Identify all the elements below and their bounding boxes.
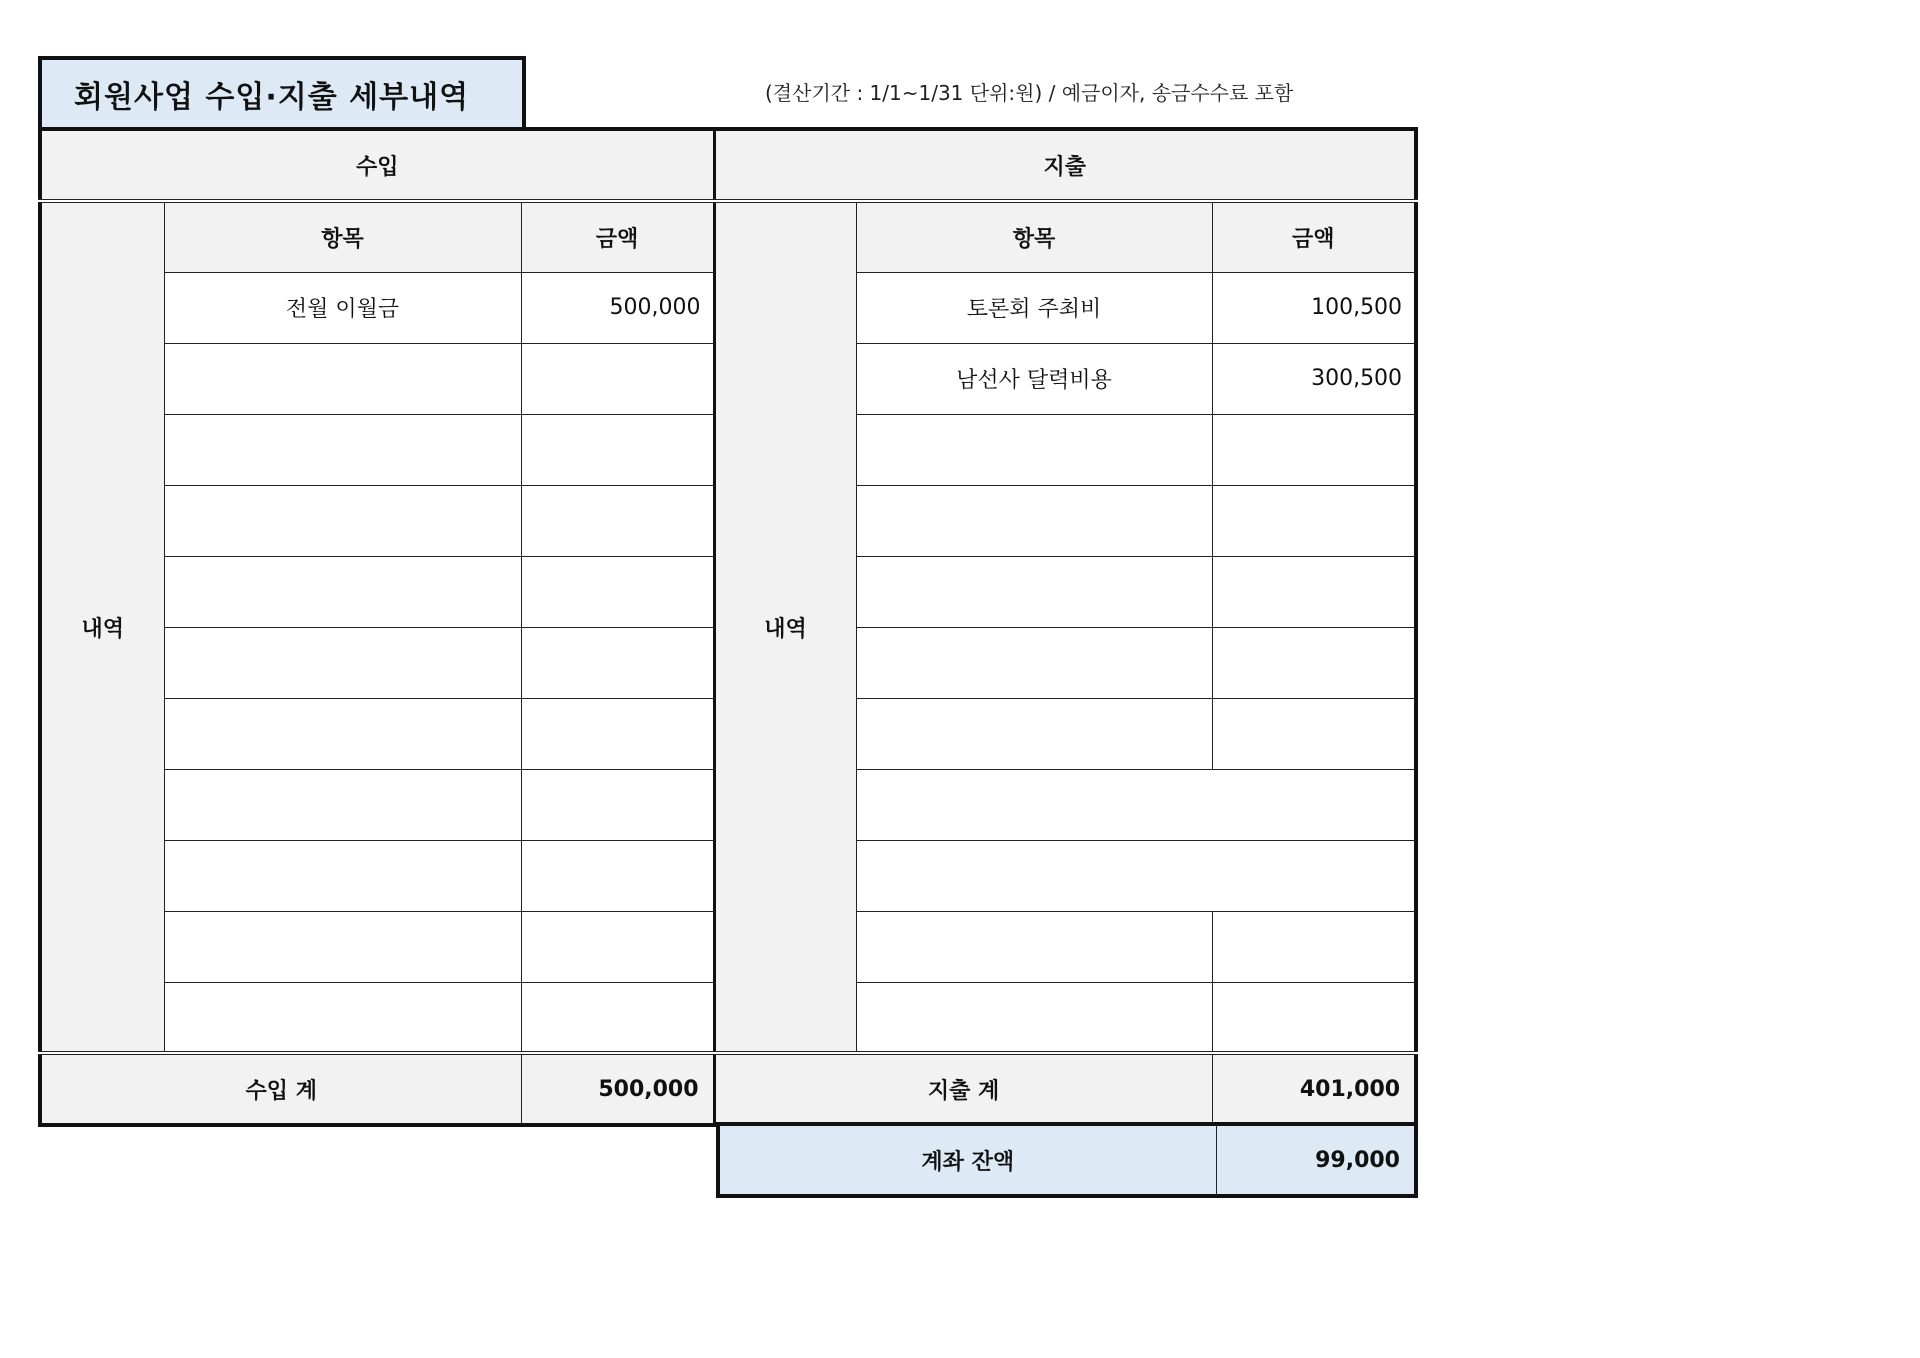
expense-item [856, 485, 1212, 556]
income-col-amount: 금액 [521, 201, 714, 272]
income-header: 수입 [40, 129, 714, 201]
income-side-label: 내역 [40, 201, 164, 1053]
expense-col-item: 항목 [856, 201, 1212, 272]
expense-merged-cell [856, 769, 1416, 840]
income-amount [521, 769, 714, 840]
income-item: 전월 이월금 [164, 272, 521, 343]
balance-table [716, 1122, 1418, 1198]
income-item [164, 414, 521, 485]
income-item [164, 769, 521, 840]
expense-amount [1212, 911, 1416, 982]
period-note: (결산기간 : 1/1~1/31 단위:원) / 예금이자, 송금수수료 포함 [765, 81, 1294, 105]
income-total-amount: 500,000 [521, 1053, 714, 1125]
expense-item [856, 414, 1212, 485]
expense-item [856, 556, 1212, 627]
expense-total-label: 지출 계 [714, 1053, 1212, 1125]
income-amount [521, 343, 714, 414]
balance-amount: 99,000 [1216, 1124, 1416, 1196]
expense-merged-cell [856, 840, 1416, 911]
expense-amount [1212, 485, 1416, 556]
income-item [164, 556, 521, 627]
income-amount [521, 414, 714, 485]
expense-total-amount: 401,000 [1212, 1053, 1416, 1125]
expense-item [856, 982, 1212, 1053]
income-amount [521, 485, 714, 556]
expense-amount: 100,500 [1212, 272, 1416, 343]
expense-item [856, 911, 1212, 982]
balance-label: 계좌 잔액 [718, 1124, 1216, 1196]
expense-amount [1212, 627, 1416, 698]
expense-amount: 300,500 [1212, 343, 1416, 414]
income-amount [521, 840, 714, 911]
expense-header: 지출 [714, 129, 1416, 201]
expense-amount [1212, 698, 1416, 769]
income-item [164, 627, 521, 698]
page-title: 회원사업 수입·지출 세부내역 [38, 56, 526, 128]
income-item [164, 840, 521, 911]
income-item [164, 485, 521, 556]
expense-amount [1212, 982, 1416, 1053]
income-amount [521, 627, 714, 698]
expense-amount [1212, 556, 1416, 627]
income-item [164, 698, 521, 769]
income-col-item: 항목 [164, 201, 521, 272]
income-amount: 500,000 [521, 272, 714, 343]
income-total-label: 수입 계 [40, 1053, 521, 1125]
income-amount [521, 911, 714, 982]
income-item [164, 911, 521, 982]
income-amount [521, 556, 714, 627]
income-item [164, 982, 521, 1053]
income-amount [521, 698, 714, 769]
expense-item [856, 698, 1212, 769]
income-item [164, 343, 521, 414]
expense-side-label: 내역 [714, 201, 856, 1053]
ledger-table [38, 127, 1418, 1127]
expense-item [856, 627, 1212, 698]
expense-item: 남선사 달력비용 [856, 343, 1212, 414]
income-amount [521, 982, 714, 1053]
expense-amount [1212, 414, 1416, 485]
expense-item: 토론회 주최비 [856, 272, 1212, 343]
expense-col-amount: 금액 [1212, 201, 1416, 272]
